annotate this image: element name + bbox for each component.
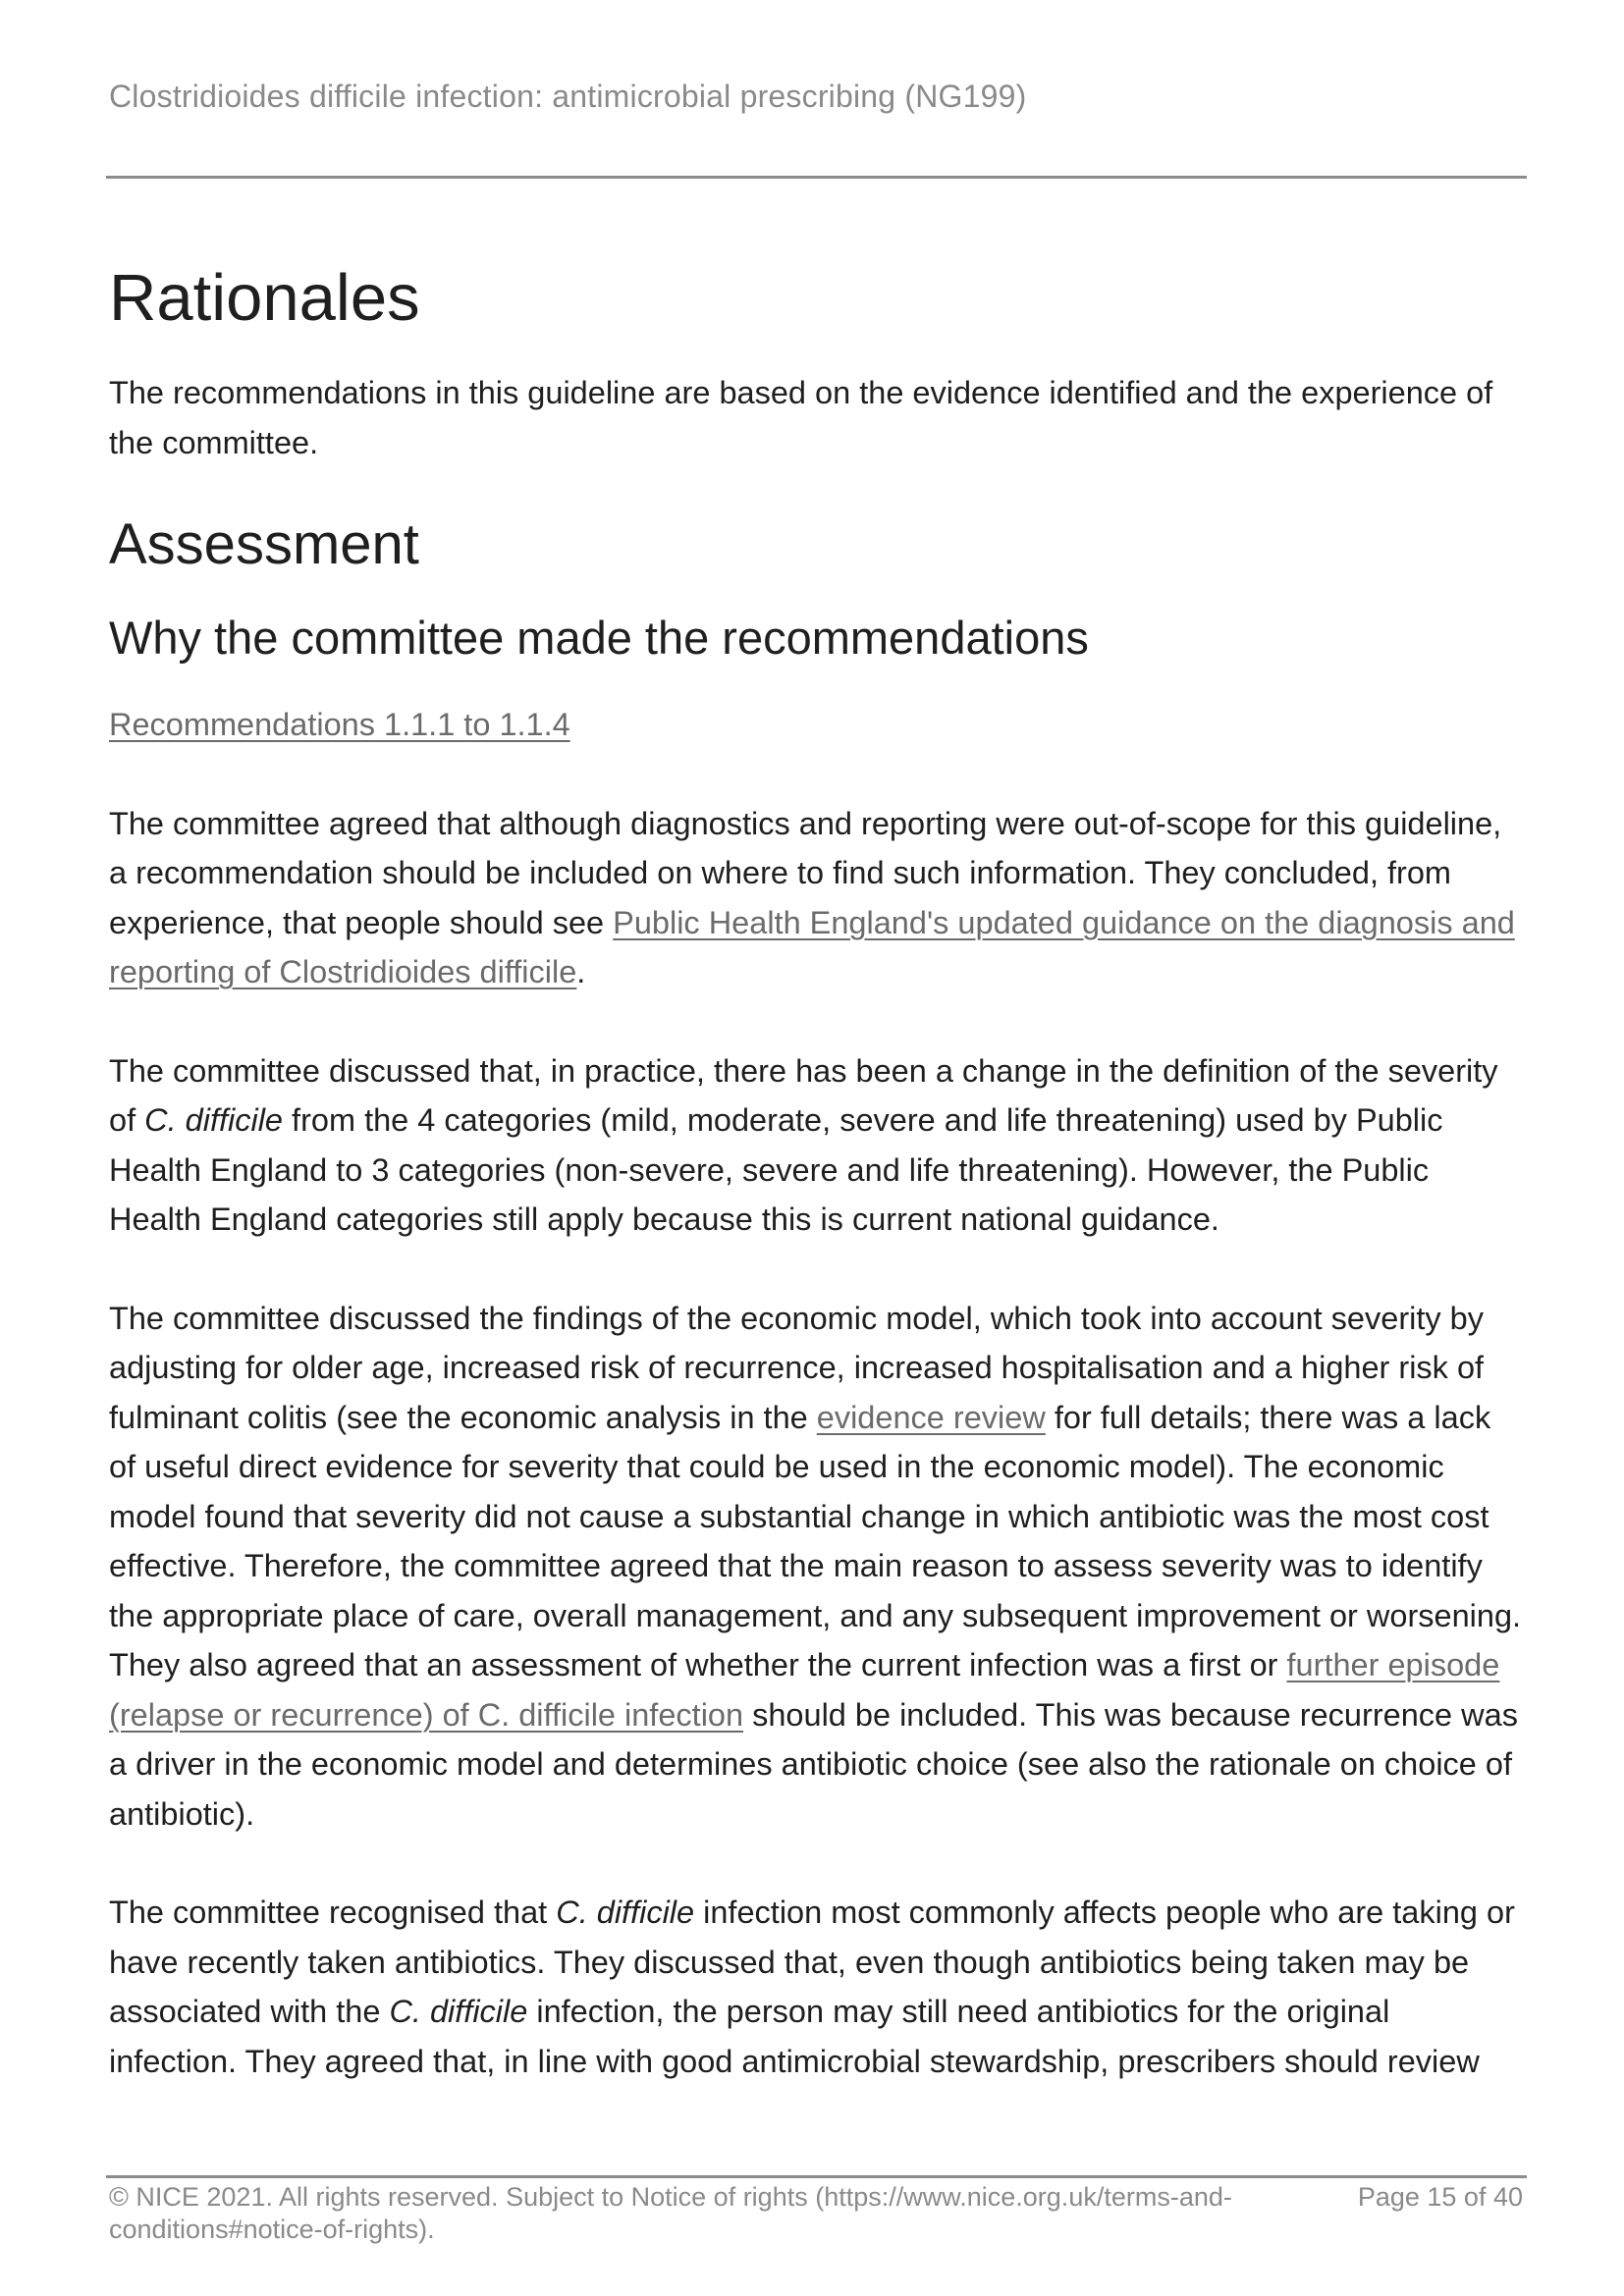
recommendations-link[interactable]: Recommendations 1.1.1 to 1.1.4 (109, 707, 570, 742)
species-name: C. difficile (389, 1994, 528, 2029)
paragraph-text: The committee discussed the findings of the economic model, which took into account severity by adjusting for older age, increased risk of recurrence, increased hospitalisation and a higher risk of fulminant colitis (see the economic analysis in the (109, 1300, 1485, 1435)
subsection-heading: Why the committee made the recommendations (109, 612, 1089, 664)
paragraph-text: for full details; there was a lack of useful direct evidence for severity that could be used in the economic model). The economic model found that severity did not cause a substantial change in which antibiotic was the most cost effective. Therefore, the committee agreed that the main reason to assess severity was to identify the appropriate place of care, overall management, and any subsequent improvement or worsening. They also agreed that an assessment of whether the current infection was a first or (109, 1399, 1522, 1682)
section-heading: Assessment (109, 512, 419, 576)
footer-divider (106, 2175, 1527, 2178)
page-number: Page 15 of 40 (1357, 2182, 1523, 2212)
copyright-notice: © NICE 2021. All rights reserved. Subject to Notice of rights (https://www.nice.org.uk/terms-and-conditions#notice-of-rights). (109, 2182, 1232, 2244)
recommendations-link-line (109, 700, 1523, 750)
intro-paragraph: The recommendations in this guideline are based on the evidence identified and the experience of the committee. (109, 375, 1493, 460)
paragraph-diagnostics (109, 799, 1523, 997)
document-header: Clostridioides difficile infection: antimicrobial prescribing (NG199) (109, 79, 1027, 114)
paragraph-text: . (576, 954, 586, 989)
paragraph-antibiotics (109, 1888, 1523, 2086)
paragraph-text: from the 4 categories (mild, moderate, severe and life threatening) used by Public Health England to 3 categories (non-severe, severe and life threatening). However, the Public Health England categories still apply because this is current national guidance. (109, 1102, 1443, 1237)
page-title: Rationales (109, 261, 420, 335)
species-name: C. difficile (144, 1102, 284, 1138)
phe-guidance-link[interactable]: Public Health England's updated guidance on the diagnosis and reporting of Clostridioides difficile (109, 904, 1515, 989)
evidence-review-link[interactable]: evidence review (816, 1399, 1046, 1435)
paragraph-severity-definition (109, 1046, 1523, 1245)
paragraph-economic-model (109, 1294, 1523, 1840)
paragraph-text: should be included. This was because recurrence was a driver in the economic model and determines antibiotic choice (see also the rationale on choice of antibiotic). (109, 1696, 1518, 1832)
paragraph-text: infection, the person may still need antibiotics for the original infection. They agreed that, in line with good antimicrobial stewardship, prescribers should review (109, 1994, 1480, 2079)
paragraph-text: The committee recognised that (109, 1895, 557, 1930)
header-divider (106, 176, 1527, 179)
further-episode-link[interactable]: further episode (relapse or recurrence) of C. difficile infection (109, 1647, 1500, 1733)
main-content (109, 261, 1523, 2086)
species-name: C. difficile (556, 1895, 695, 1930)
paragraph-text: The committee agreed that although diagnostics and reporting were out-of-scope for this guideline, a recommendation should be included on where to find such information. They concluded, from experience, that people should see (109, 805, 1502, 940)
paragraph-text: infection most commonly affects people who are taking or have recently taken antibiotics. They discussed that, even though antibiotics being taken may be associated with the (109, 1895, 1515, 2029)
paragraph-text: The committee discussed that, in practice, there has been a change in the definition of the severity of (109, 1052, 1498, 1138)
